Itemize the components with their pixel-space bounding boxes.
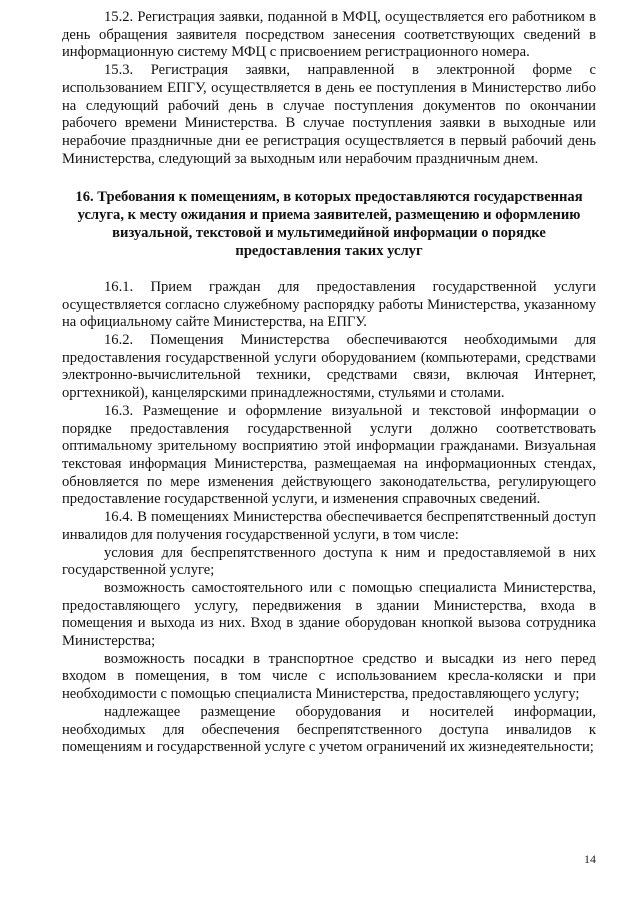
- paragraph-15-3: 15.3. Регистрация заявки, направленной в электронной форме с использованием ЕПГУ, осуществляется в день ее поступления в Министерство либо на следующий рабочий день в случае поступления документов по окончании рабочего времени Министерства. В случае поступления заявки в выходные или нерабочие праздничные дни ее регистрация осуществляется в первый рабочий день Министерства, следующий за выходным или нерабочим праздничным днем.: [62, 62, 596, 167]
- paragraph-16-2: 16.2. Помещения Министерства обеспечиваются необходимыми для предоставления государственной услуги оборудованием (компьютерами, средствами электронно-вычислительной техники, средствами связи, включая Интернет, оргтехникой), канцелярскими принадлежностями, стульями и столами.: [62, 332, 596, 402]
- list-item-access-conditions: условия для беспрепятственного доступа к ним и предоставляемой в них государственной услуге;: [62, 544, 596, 579]
- list-item-boarding-transport: возможность посадки в транспортное средство и высадки из него перед входом в помещения, в том числе с использованием кресла-коляски и при необходимости с помощью специалиста Министерства, предоставляющего услугу;: [62, 650, 596, 703]
- list-item-movement-in-building: возможность самостоятельного или с помощью специалиста Министерства, предоставляющего услугу, передвижения в здании Министерства, входа в помещения и выхода из них. Вход в здание оборудован кнопкой вызова сотрудника Министерства;: [62, 579, 596, 650]
- paragraph-16-3: 16.3. Размещение и оформление визуальной и текстовой информации о порядке предоставления государственной услуги должно соответствовать оптимальному зрительному восприятию этой информации гражданами. Визуальная текстовая информация Министерства, размещаемая на информационных стендах, обновляется по мере изменения действующего законодательства, регулирующего предоставление государственной услуги, и изменения справочных сведений.: [62, 402, 596, 508]
- paragraph-16-1: 16.1. Прием граждан для предоставления государственной услуги осуществляется согласно служебному распорядку работы Министерства, указанному на официальному сайте Министерства, на ЕПГУ.: [62, 278, 596, 331]
- section-heading-16: 16. Требования к помещениям, в которых предоставляются государственная услуга, к месту ожидания и приема заявителей, размещению и оформлению визуальной, текстовой и мультимедийной информации о порядке предоставления таких услуг: [75, 189, 583, 260]
- paragraph-16-4: 16.4. В помещениях Министерства обеспечивается беспрепятственный доступ инвалидов для получения государственной услуги, в том числе:: [62, 509, 596, 543]
- list-item-equipment-placement: надлежащее размещение оборудования и носителей информации, необходимых для обеспечения беспрепятственного доступа инвалидов к помещениям и государственной услуге с учетом ограничений их жизнедеятельности;: [62, 703, 596, 756]
- page-body: [62, 9, 596, 757]
- paragraph-15-2: 15.2. Регистрация заявки, поданной в МФЦ, осуществляется его работником в день обращения заявителя посредством занесения соответствующих сведений в информационную систему МФЦ с присвоением регистрационного номера.: [62, 9, 596, 61]
- page-number: 14: [584, 852, 596, 866]
